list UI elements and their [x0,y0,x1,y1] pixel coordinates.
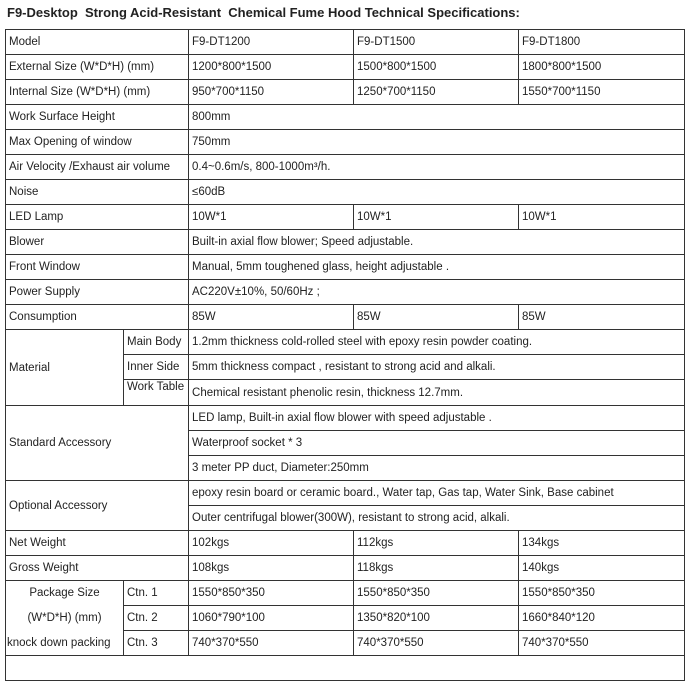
cell: Waterproof socket * 3 [189,431,685,456]
label: External Size (W*D*H) (mm) [6,55,189,80]
cell: F9-DT1200 [189,30,354,55]
table-row [6,205,685,230]
cell: 118kgs [354,556,519,581]
cell: 750mm [189,130,685,155]
label: Consumption [6,305,189,330]
cell: 1660*840*120 [519,606,685,631]
cell: 85W [519,305,685,330]
label: Power Supply [6,280,189,305]
label: Front Window [6,255,189,280]
table-row [6,105,685,130]
table-row [6,631,685,656]
sublabel: Ctn. 1 [124,581,189,606]
table-row [6,531,685,556]
table-row [6,130,685,155]
cell: Built-in axial flow blower; Speed adjustable. [189,230,685,255]
label: Standard Accessory [6,406,189,481]
cell: 740*370*550 [519,631,685,656]
table-row [6,30,685,55]
cell: 1550*850*350 [189,581,354,606]
table-row [6,330,685,355]
spec-table [5,29,685,681]
label: Gross Weight [6,556,189,581]
table-row [6,255,685,280]
cell: 950*700*1150 [189,80,354,105]
cell: 85W [189,305,354,330]
cell: 1200*800*1500 [189,55,354,80]
cell: 740*370*550 [189,631,354,656]
cell: 1250*700*1150 [354,80,519,105]
sublabel: Work Table [124,380,189,406]
cell: 1550*700*1150 [519,80,685,105]
cell: Outer centrifugal blower(300W), resistant to strong acid, alkali. [189,506,685,531]
table-row [6,406,685,431]
table-row [6,581,685,606]
cell: 1060*790*100 [189,606,354,631]
cell: 5mm thickness compact , resistant to strong acid and alkali. [189,355,685,380]
table-row [6,606,685,631]
label: Noise [6,180,189,205]
table-row [6,481,685,506]
cell: 102kgs [189,531,354,556]
cell: 85W [354,305,519,330]
cell: 140kgs [519,556,685,581]
cell: F9-DT1500 [354,30,519,55]
cell: epoxy resin board or ceramic board., Water tap, Gas tap, Water Sink, Base cabinet [189,481,685,506]
cell: 134kgs [519,531,685,556]
sublabel: Ctn. 2 [124,606,189,631]
table-row [6,656,685,681]
cell: 112kgs [354,531,519,556]
table-row [6,80,685,105]
label: Blower [6,230,189,255]
label: Package Size [6,581,124,606]
cell: 108kgs [189,556,354,581]
cell: F9-DT1800 [519,30,685,55]
table-row [6,556,685,581]
label: LED Lamp [6,205,189,230]
cell: 1550*850*350 [519,581,685,606]
label: Material [6,330,124,406]
cell: Manual, 5mm toughened glass, height adjustable . [189,255,685,280]
label: Model [6,30,189,55]
label: Net Weight [6,531,189,556]
table-row [6,305,685,330]
label: Air Velocity /Exhaust air volume [6,155,189,180]
cell: 10W*1 [189,205,354,230]
cell: LED lamp, Built-in axial flow blower with speed adjustable . [189,406,685,431]
cell: 1550*850*350 [354,581,519,606]
cell: 800mm [189,105,685,130]
label: Internal Size (W*D*H) (mm) [6,80,189,105]
cell: 1500*800*1500 [354,55,519,80]
label: Max Opening of window [6,130,189,155]
table-row [6,155,685,180]
label: Work Surface Height [6,105,189,130]
table-row [6,230,685,255]
cell: 1.2mm thickness cold-rolled steel with epoxy resin powder coating. [189,330,685,355]
cell [6,656,685,681]
label: knock down packing [6,631,124,656]
sublabel: Inner Side [124,355,189,380]
sublabel: Main Body [124,330,189,355]
sublabel: Ctn. 3 [124,631,189,656]
cell: 1350*820*100 [354,606,519,631]
cell: ≤60dB [189,180,685,205]
cell: AC220V±10%, 50/60Hz ; [189,280,685,305]
table-row [6,180,685,205]
cell: 10W*1 [354,205,519,230]
label: Optional Accessory [6,481,189,531]
cell: 0.4~0.6m/s, 800-1000m³/h. [189,155,685,180]
cell: 740*370*550 [354,631,519,656]
table-row [6,55,685,80]
table-row [6,280,685,305]
cell: Chemical resistant phenolic resin, thickness 12.7mm. [189,380,685,406]
page-title: F9-Desktop Strong Acid-Resistant Chemical Fume Hood Technical Specifications: [7,5,520,20]
cell: 10W*1 [519,205,685,230]
cell: 1800*800*1500 [519,55,685,80]
cell: 3 meter PP duct, Diameter:250mm [189,456,685,481]
label: (W*D*H) (mm) [6,606,124,631]
